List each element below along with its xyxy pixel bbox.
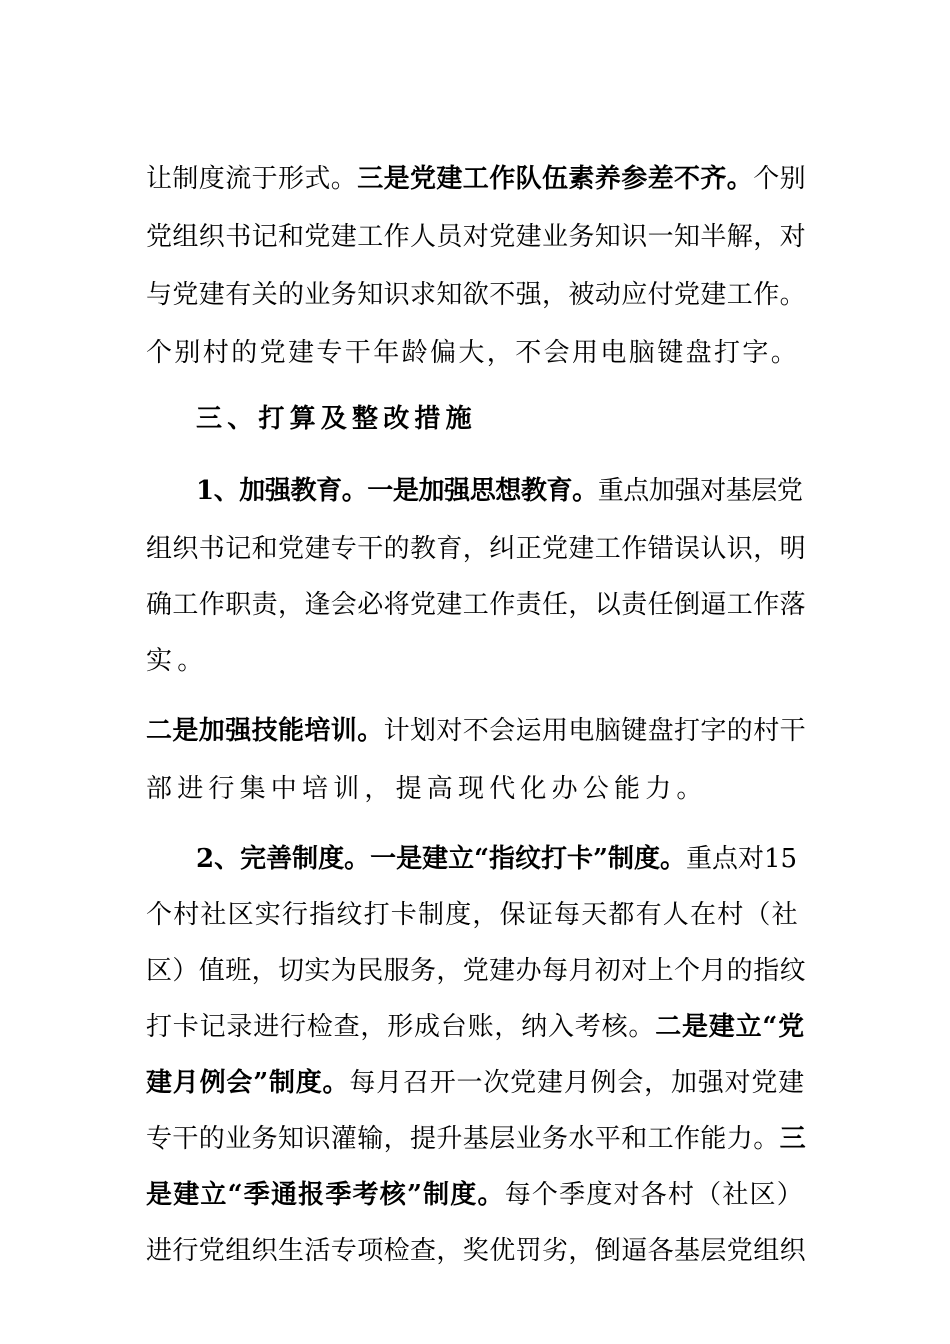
text-run: 重点对15 — [686, 844, 798, 874]
bold-heading-run: 建月例会”制度。 — [146, 1068, 350, 1098]
bold-heading-run: 是建立“季通报季考核”制度。 — [146, 1180, 505, 1210]
text-line-13 — [146, 898, 799, 932]
text-run: 每月召开一次党建月例会，加强对党建 — [349, 1068, 805, 1098]
text-run: 个别村的党建专干年龄偏大，不会用电脑键盘打字。 — [146, 338, 800, 368]
section-heading — [196, 402, 477, 436]
text-line-6 — [196, 474, 803, 508]
text-run: 让制度流于形式。 — [146, 164, 358, 194]
text-line-14 — [146, 954, 806, 988]
text-line-10 — [146, 714, 806, 748]
text-line-18 — [146, 1178, 804, 1212]
text-line-7 — [146, 532, 806, 566]
bold-heading-run: 二是建立“党 — [655, 1012, 805, 1042]
text-line-9 — [146, 644, 208, 678]
text-line-12 — [196, 842, 797, 876]
text-run: 党组织书记和党建工作人员对党建业务知识一知半解，对 — [146, 222, 807, 252]
text-run: 与党建有关的业务知识求知欲不强，被动应付党建工作。 — [146, 280, 807, 310]
bold-heading-run: 三 — [779, 1124, 807, 1154]
text-line-19 — [146, 1234, 806, 1268]
text-line-4 — [146, 336, 799, 370]
text-run: 个别 — [753, 164, 807, 194]
text-line-16 — [146, 1066, 805, 1100]
text-run: 组织书记和党建专干的教育，纠正党建工作错误认识，明 — [146, 534, 807, 564]
text-line-8 — [146, 588, 806, 622]
text-run: 专干的业务知识灌输，提升基层业务水平和工作能力。 — [146, 1124, 780, 1154]
bold-heading-run: 二是加强技能培训。 — [146, 716, 384, 746]
text-line-15 — [146, 1010, 805, 1044]
text-run: 重点加强对基层党 — [597, 476, 803, 506]
bold-heading-run: 三是党建工作队伍素养参差不齐。 — [357, 164, 754, 194]
bold-heading-run: 1、加强教育。一是加强思想教育。 — [196, 476, 598, 506]
text-line-3 — [146, 278, 806, 312]
text-line-2 — [146, 220, 806, 254]
bold-heading-run: 三、打算及整改措施 — [196, 404, 477, 434]
text-run: 个村社区实行指纹打卡制度，保证每天都有人在村（社 — [146, 900, 799, 930]
bold-heading-run: 2、完善制度。一是建立“指纹打卡”制度。 — [196, 844, 687, 874]
text-run: 打卡记录进行检查，形成台账，纳入考核。 — [146, 1012, 656, 1042]
text-run: 进行党组织生活专项检查，奖优罚劣，倒逼各基层党组织 — [146, 1236, 807, 1266]
text-line-11 — [146, 772, 708, 806]
text-run: 计划对不会运用电脑键盘打字的村干 — [383, 716, 807, 746]
text-line-17 — [146, 1122, 806, 1156]
text-run: 确工作职责，逢会必将党建工作责任，以责任倒逼工作落 — [146, 590, 807, 620]
text-run: 区）值班，切实为民服务，党建办每月初对上个月的指纹 — [146, 956, 807, 986]
text-run: 实。 — [146, 646, 209, 676]
text-run: 每个季度对各村（社区） — [504, 1180, 804, 1210]
text-run: 部进行集中培训，提高现代化办公能力。 — [146, 774, 708, 804]
text-line-1 — [146, 162, 806, 196]
